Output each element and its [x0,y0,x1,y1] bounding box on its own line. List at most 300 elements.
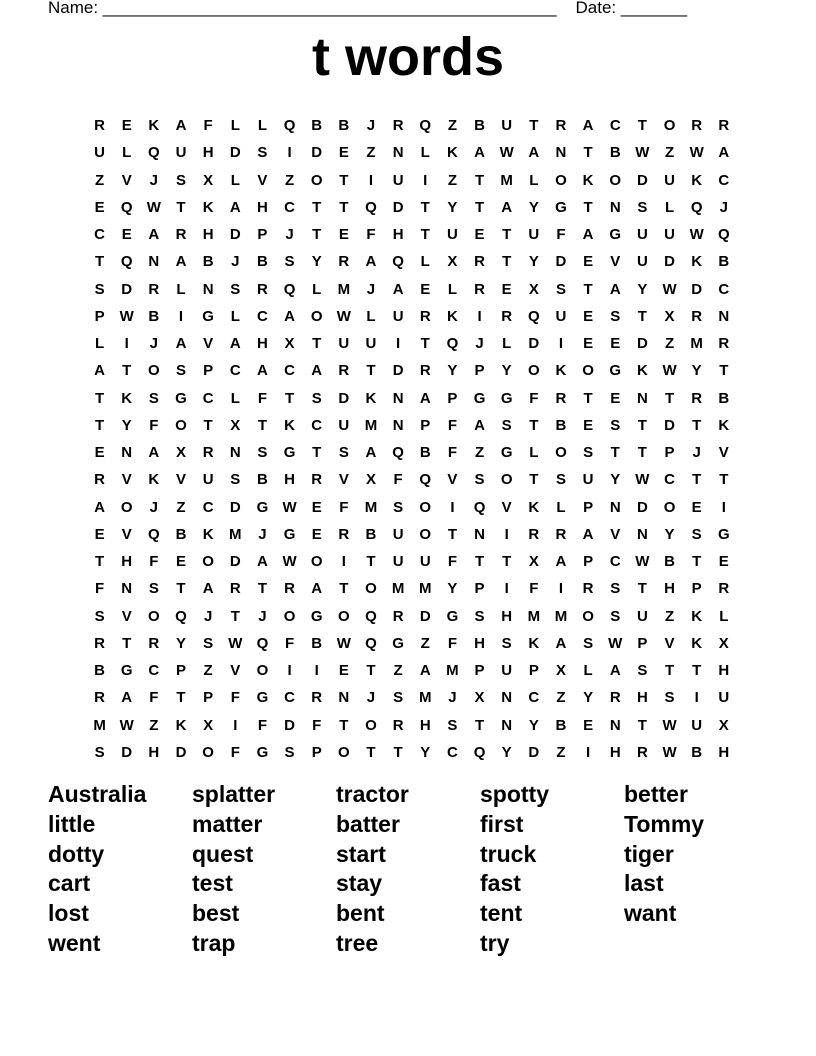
grid-letter: R [419,362,431,380]
grid-letter: A [582,525,594,543]
grid-letter: S [393,689,404,707]
grid-letter: F [529,389,539,407]
grid-letter: O [663,498,676,516]
grid-letter: E [583,716,594,734]
grid-row [86,439,737,466]
grid-letter: P [637,634,648,652]
grid-letter: S [610,607,621,625]
grid-letter: W [608,634,623,652]
grid-letter: T [257,416,267,434]
grid-letter: K [446,307,458,325]
grid-letter: D [664,416,675,434]
grid-letter: L [257,117,267,134]
grid-letter: T [94,416,105,434]
word-list-item: start [336,840,386,867]
grid-letter: C [718,171,730,189]
grid-letter: C [229,362,241,380]
grid-letter: U [501,117,513,134]
grid-letter: A [284,307,295,325]
grid-letter: A [256,362,268,380]
grid-letter: J [448,689,457,707]
grid-letter: T [176,689,186,707]
word-list-item: bent [336,900,385,927]
grid-letter: O [365,580,377,598]
grid-letter: U [392,171,404,189]
grid-letter: O [365,716,377,734]
grid-letter: C [446,743,458,761]
grid-letter: K [121,389,133,407]
grid-letter: N [609,198,621,216]
grid-letter: R [691,117,703,134]
grid-letter: T [474,716,485,734]
grid-letter: Y [610,471,621,489]
grid-letter: C [664,471,675,489]
grid-letter: M [554,607,568,625]
grid-letter: C [311,416,323,434]
grid-letter: K [202,198,214,216]
grid-letter: A [365,444,377,461]
grid-letter: R [175,226,187,243]
grid-letter: X [365,471,376,489]
grid-letter: A [528,144,540,162]
grid-letter: W [689,226,704,243]
grid-letter: U [338,335,350,352]
grid-row [86,303,737,330]
grid-letter: M [446,662,459,679]
grid-letter: Y [121,416,132,434]
grid-letter: W [119,716,134,734]
grid-letter: S [610,307,621,325]
grid-letter: T [94,389,105,407]
grid-letter: R [338,362,350,380]
grid-letter: F [230,689,240,707]
grid-letter: U [664,226,675,243]
grid-letter: D [338,389,350,407]
grid-letter: N [636,389,648,407]
grid-letter: M [690,335,703,352]
word-list-item: first [480,810,524,837]
grid-letter: Z [149,716,159,734]
page-title: t words [311,27,504,87]
grid-letter: V [175,471,186,489]
grid-letter: A [311,580,323,598]
grid-letter: H [664,580,675,598]
grid-letter: Y [664,525,675,543]
grid-letter: L [122,144,132,162]
grid-letter: O [419,525,432,543]
grid-letter: S [583,634,594,652]
grid-letter: S [474,471,485,489]
grid-letter: Q [473,498,486,516]
grid-row [86,494,737,521]
grid-letter: V [447,471,458,489]
grid-letter: T [529,471,539,489]
grid-letter: L [502,335,512,352]
grid-letter: N [229,444,241,461]
grid-letter: A [311,362,323,380]
grid-letter: P [528,662,539,679]
grid-letter: C [284,689,295,707]
grid-letter: B [365,525,377,543]
grid-letter: P [447,389,458,407]
grid-letter: R [419,307,431,325]
grid-letter: W [282,553,297,570]
grid-letter: K [175,716,187,734]
grid-letter: B [664,553,675,570]
grid-letter: T [94,553,105,570]
grid-letter: Z [447,117,457,134]
grid-letter: X [203,171,214,189]
grid-letter: R [311,471,323,489]
grid-letter: T [664,389,675,407]
grid-letter: T [502,553,512,570]
grid-letter: F [312,716,322,734]
grid-letter: I [450,498,455,516]
grid-letter: T [692,662,702,679]
grid-letter: V [501,498,512,516]
grid-letter: M [419,689,432,707]
grid-letter: U [202,471,214,489]
grid-letter: N [202,280,214,298]
grid-letter: S [555,471,566,489]
grid-letter: L [230,389,240,407]
grid-letter: S [175,171,186,189]
grid-letter: V [203,335,214,352]
word-list-item: little [48,810,96,837]
grid-letter: H [392,226,404,243]
grid-letter: V [718,444,729,461]
grid-letter: C [528,689,540,707]
grid-letter: D [555,253,567,271]
grid-letter: G [446,607,459,625]
grid-letter: R [555,117,567,134]
grid-letter: R [474,253,485,271]
grid-letter: U [718,689,730,707]
grid-letter: G [283,525,296,543]
grid-letter: Z [447,171,457,189]
word-list-item: trap [192,929,236,956]
grid-letter: B [555,716,567,734]
grid-letter: G [609,226,622,243]
grid-row [86,248,737,275]
grid-letter: R [94,689,105,707]
grid-letter: Z [556,743,566,761]
grid-letter: A [229,198,241,216]
grid-letter: L [366,307,376,325]
grid-letter: R [94,634,105,652]
grid-letter: R [202,444,214,461]
grid-letter: K [528,634,540,652]
grid-letter: V [338,471,349,489]
grid-letter: S [474,607,485,625]
grid-letter: T [122,634,132,652]
grid-letter: V [610,253,621,271]
grid-letter: J [285,226,294,243]
grid-row [86,276,737,303]
grid-letter: I [287,662,292,679]
grid-letter: H [202,144,214,162]
grid-letter: B [311,634,323,652]
grid-letter: R [94,117,105,134]
grid-letter: R [501,307,513,325]
grid-letter: Y [447,580,458,598]
grid-letter: L [556,498,566,516]
grid-letter: K [528,498,540,516]
grid-letter: T [474,553,485,570]
grid-letter: S [94,280,105,298]
grid-letter: W [336,634,351,652]
grid-letter: I [423,171,428,189]
grid-row [86,630,737,657]
grid-letter: T [420,226,430,243]
word-list-item: Australia [48,781,147,807]
grid-letter: K [555,362,567,380]
grid-letter: J [231,253,240,271]
grid-letter: M [337,280,351,298]
grid-letter: T [583,144,593,162]
grid-letter: T [637,307,647,325]
grid-letter: F [257,389,267,407]
grid-letter: T [637,716,647,734]
grid-letter: T [122,362,132,380]
grid-letter: B [474,117,485,134]
grid-letter: T [637,416,647,434]
grid-letter: Z [366,144,376,162]
grid-letter: I [477,307,482,325]
grid-letter: S [148,389,159,407]
grid-letter: N [501,716,513,734]
grid-letter: W [635,553,650,570]
grid-letter: A [229,335,241,352]
grid-letter: H [121,553,133,570]
grid-letter: F [257,716,267,734]
grid-letter: O [338,607,350,625]
grid-letter: G [500,444,513,461]
grid-letter: F [556,226,566,243]
grid-letter: Y [528,716,539,734]
grid-letter: U [419,553,431,570]
grid-letter: P [203,362,214,380]
word-list-item: fast [480,870,521,897]
grid-letter: T [637,117,647,134]
grid-letter: D [229,144,241,162]
grid-letter: A [609,280,621,298]
grid-letter: M [93,716,106,734]
grid-letter: Q [527,307,540,325]
grid-letter: T [583,389,593,407]
grid-row [86,548,737,575]
word-list-item: want [624,900,677,927]
grid-letter: B [718,389,730,407]
grid-letter: S [230,471,241,489]
grid-letter: S [257,144,268,162]
grid-letter: Q [365,607,377,625]
grid-letter: D [419,607,431,625]
grid-letter: T [502,226,512,243]
grid-letter: I [558,580,564,598]
grid-letter: S [610,416,621,434]
grid-letter: U [392,553,404,570]
grid-letter: A [582,226,594,243]
grid-letter: G [555,198,567,216]
grid-letter: N [609,716,621,734]
grid-letter: P [94,307,105,325]
grid-letter: W [635,144,650,162]
word-list-item: batter [336,810,400,837]
grid-letter: Y [420,743,431,761]
grid-letter: N [609,498,621,516]
grid-letter: O [555,444,567,461]
grid-letter: O [310,553,323,570]
grid-row [86,466,737,493]
grid-letter: U [636,253,648,271]
grid-row [86,603,737,630]
grid-letter: B [256,253,268,271]
grid-letter: G [609,362,622,380]
grid-letter: O [175,416,187,434]
grid-letter: Z [474,444,485,461]
grid-letter: A [121,689,133,707]
grid-letter: T [339,580,349,598]
grid-letter: E [338,662,349,679]
grid-letter: T [692,471,702,489]
grid-letter: S [501,416,512,434]
grid-letter: P [474,662,485,679]
grid-row [86,330,737,357]
word-list-item: test [192,870,233,897]
grid-letter: T [502,253,512,271]
grid-letter: U [94,144,105,162]
grid-letter: Z [664,335,675,352]
grid-letter: T [447,525,457,543]
grid-letter: B [148,307,160,325]
grid-letter: F [447,553,457,570]
grid-letter: U [636,226,648,243]
grid-letter: X [474,689,485,707]
grid-letter: X [447,253,458,271]
grid-letter: T [176,580,186,598]
grid-letter: H [202,226,214,243]
grid-letter: J [258,607,267,625]
grid-letter: U [528,226,540,243]
grid-letter: L [719,607,729,625]
grid-letter: P [203,689,214,707]
grid-letter: Y [501,743,512,761]
grid-letter: P [664,444,675,461]
grid-letter: G [175,389,187,407]
grid-letter: D [636,171,648,189]
grid-letter: K [636,362,648,380]
grid-letter: X [718,716,729,734]
grid-letter: G [392,634,404,652]
grid-letter: E [610,389,621,407]
grid-letter: D [121,743,133,761]
grid-letter: Q [256,634,269,652]
grid-letter: S [203,634,214,652]
grid-letter: N [636,525,648,543]
grid-letter: K [148,471,160,489]
grid-letter: I [178,307,184,325]
grid-letter: T [420,335,430,352]
grid-letter: T [529,117,539,134]
grid-letter: O [310,171,323,189]
grid-letter: M [364,498,378,516]
grid-letter: T [474,198,485,216]
grid-letter: A [582,117,594,134]
grid-letter: I [558,335,564,352]
grid-letter: T [339,171,349,189]
grid-letter: G [256,498,269,516]
grid-letter: A [419,389,431,407]
word-list-item: cart [48,870,91,897]
grid-letter: U [664,171,675,189]
grid-letter: R [392,607,404,625]
word-list-item: try [480,929,510,956]
grid-letter: Z [284,171,295,189]
grid-letter: Y [175,634,186,652]
grid-letter: A [94,498,105,516]
grid-letter: T [393,743,403,761]
grid-letter: T [719,362,729,380]
grid-letter: X [175,444,186,461]
grid-letter: C [609,553,621,570]
grid-letter: L [230,117,240,134]
grid-letter: O [527,362,540,380]
grid-letter: G [256,689,269,707]
grid-letter: E [338,144,349,162]
grid-letter: F [366,226,376,243]
grid-letter: S [637,662,648,679]
grid-row [86,385,737,412]
word-list-item: truck [480,840,537,867]
grid-letter: E [583,253,594,271]
grid-letter: R [609,689,621,707]
grid-letter: C [148,662,160,679]
grid-letter: H [284,471,295,489]
grid-letter: R [691,389,703,407]
grid-letter: I [341,553,346,570]
grid-letter: T [610,444,620,461]
grid-letter: G [310,607,323,625]
grid-letter: A [94,362,105,380]
grid-row [86,167,737,194]
grid-letter: W [662,716,677,734]
grid-letter: O [148,607,160,625]
grid-letter: O [120,498,133,516]
grid-letter: R [582,580,594,598]
grid-letter: W [662,280,677,298]
grid-letter: R [256,280,268,298]
grid-letter: Q [392,444,404,461]
grid-letter: T [692,416,702,434]
grid-letter: M [500,171,513,189]
grid-letter: R [338,525,350,543]
grid-letter: B [256,471,268,489]
grid-row [86,194,737,221]
grid-letter: O [202,553,214,570]
grid-letter: H [256,198,268,216]
grid-letter: Z [664,144,675,162]
word-list-item: went [48,929,101,956]
grid-letter: N [474,525,485,543]
grid-letter: D [636,498,648,516]
grid-letter: N [121,580,133,598]
grid-letter: R [718,117,730,134]
grid-letter: T [203,416,213,434]
grid-letter: Q [148,525,160,543]
grid-letter: L [312,280,322,298]
grid-letter: A [718,144,730,162]
